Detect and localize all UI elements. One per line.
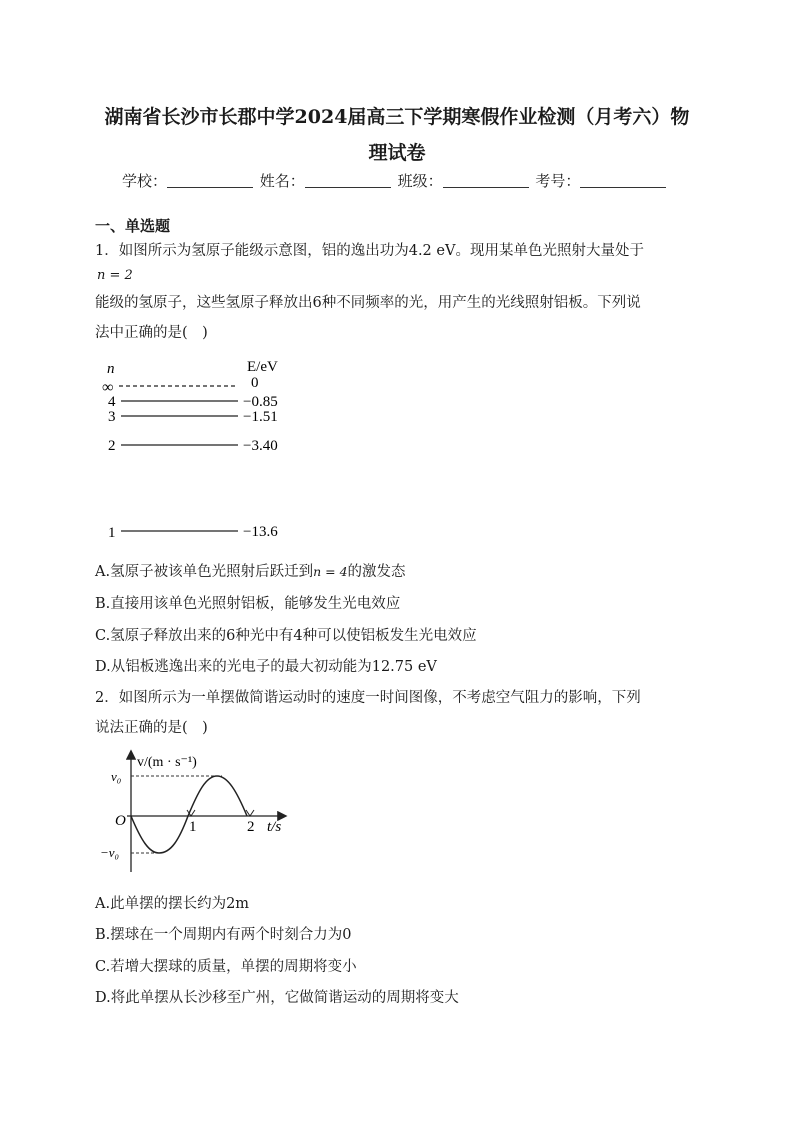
origin-label: O [115,813,126,829]
level-e-inf: 0 [251,375,259,391]
n-axis-label: n [107,361,115,377]
q1-option-d[interactable]: D.从铝板逃逸出来的光电子的最大初动能为12.75 eV [95,659,437,675]
q2-option-c[interactable]: C.若增大摆球的质量，单摆的周期将变小 [95,959,357,975]
energy-level-diagram [95,350,315,550]
q1-option-a[interactable] [95,560,406,581]
document-title-line1: 湖南省长沙市长郡中学2024届高三下学期寒假作业检测（月考六）物 [104,106,690,128]
q2-option-b[interactable]: B.摆球在一个周期内有两个时刻合力为0 [95,927,352,943]
student-info-row [122,170,668,191]
document-title-line2: 理试卷 [368,142,426,164]
section-heading: 一、单选题 [95,217,171,235]
level-e-4: −0.85 [243,394,278,410]
level-e-2: −3.40 [243,438,278,454]
q2-stem-line2: 说法正确的是( ) [95,720,208,736]
level-n-1: 1 [108,525,116,541]
t-axis-label: t/s [267,819,282,835]
neg-v0-label: −v₀ [100,845,120,860]
q1-option-a-suffix: 的激发态 [347,564,406,580]
school-label: 学校： [122,172,168,190]
q1-stem-line2: 能级的氢原子，这些氢原子释放出6种不同频率的光，用产生的光线照射铝板。下列说 [95,295,641,311]
velocity-time-graph [95,742,315,882]
name-blank [305,173,391,188]
q1-option-a-formula: n = 4 [313,564,348,579]
q1-stem-line1: 1．如图所示为氢原子能级示意图，铝的逸出功为4.2 eV。现用某单色光照射大量处于 [95,243,644,259]
velocity-curve [131,776,247,853]
q2-option-a[interactable]: A.此单摆的摆长约为2m [95,896,250,912]
q1-option-b[interactable]: B.直接用该单色光照射铝板，能够发生光电效应 [95,596,401,612]
q1-stem-line3: 法中正确的是( ) [95,325,208,341]
level-n-inf: ∞ [102,379,114,396]
level-n-3: 3 [108,409,116,425]
energy-axis-label: E/eV [247,359,278,375]
class-blank [443,173,529,188]
q1-stem-formula: n = 2 [97,268,133,283]
class-label: 班级： [397,172,443,190]
v-axis-label: v/(m · s⁻¹) [137,755,197,770]
v0-label: v₀ [111,769,122,784]
q1-option-a-text: A.氢原子被该单色光照射后跃迁到 [95,564,314,580]
q2-stem-line1: 2．如图所示为一单摆做简谐运动时的速度一时间图像，不考虑空气阻力的影响，下列 [95,690,641,706]
q1-option-c[interactable]: C.氢原子释放出来的6种光中有4种可以使铝板发生光电效应 [95,628,477,644]
school-blank [167,173,253,188]
exam-number-blank [580,173,666,188]
level-n-4: 4 [108,394,116,410]
t-tick-1: 1 [189,819,197,835]
t-tick-2: 2 [247,819,255,835]
exam-number-label: 考号： [535,172,581,190]
level-e-1: −13.6 [243,524,278,540]
level-e-3: −1.51 [243,409,278,425]
name-label: 姓名： [259,172,305,190]
level-n-2: 2 [108,438,116,454]
q2-option-d[interactable]: D.将此单摆从长沙移至广州，它做简谐运动的周期将变大 [95,990,459,1006]
